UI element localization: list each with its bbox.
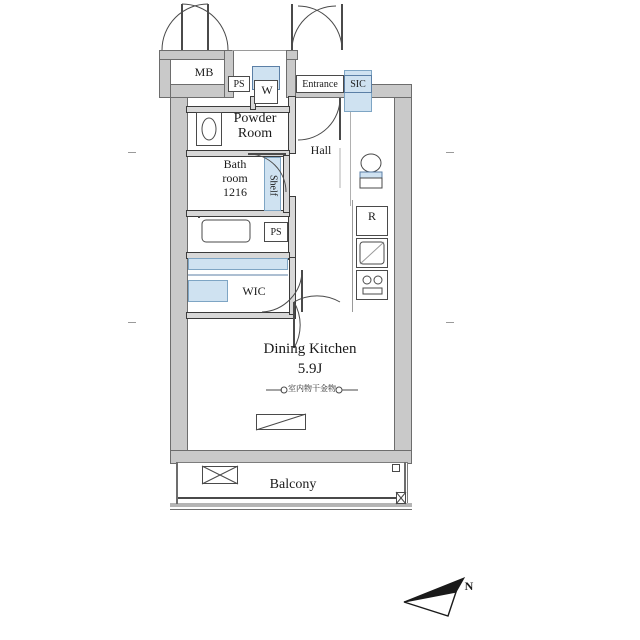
dim-tick-left-lower	[128, 322, 136, 323]
basin-icon	[200, 116, 218, 142]
room-label-hall: Hall	[310, 143, 332, 157]
bathroom-line-3: 1216	[223, 184, 247, 199]
bathtub	[198, 216, 200, 218]
dim-tick-left-upper	[128, 152, 136, 153]
room-label-powder-room	[218, 112, 292, 141]
room-label-shelf: Shelf	[267, 175, 279, 197]
balcony-left-end	[176, 462, 178, 504]
room-label-dk-area: 5.9J	[297, 361, 323, 377]
door-toilet	[338, 148, 356, 188]
bathtub-inner	[202, 220, 250, 242]
balcony-rail-line-1	[176, 497, 406, 499]
bathroom-line-2: room	[222, 170, 248, 185]
balcony-rail-line-2	[170, 503, 412, 507]
door-entrance-right	[296, 2, 344, 52]
balcony-drain	[392, 464, 400, 472]
room-label-ps-lower: PS	[264, 222, 288, 242]
room-label-refrigerator: R	[367, 209, 376, 223]
room-label-sic: SIC	[344, 75, 372, 93]
door-mb-right	[178, 2, 230, 52]
dim-tick-right-upper	[446, 152, 454, 153]
dim-tick-right-lower	[446, 322, 454, 323]
compass-rose	[394, 556, 490, 630]
outer-wall-right	[394, 84, 412, 464]
door-hall-entry	[296, 96, 342, 142]
compass-north-label: N	[464, 579, 474, 593]
balcony-partition-hatch	[396, 492, 406, 504]
kitchen-sink-basin	[360, 242, 384, 264]
room-label-ps-upper: PS	[228, 76, 250, 92]
top-hatch-1	[232, 50, 286, 51]
powder-room-line-2: Room	[237, 125, 273, 141]
outer-wall-left	[170, 84, 188, 464]
room-label-bathroom	[208, 158, 262, 199]
partition-bath-bottom	[186, 210, 290, 217]
bathroom-line-1: Bath	[223, 157, 247, 171]
kitchen-counter-line	[352, 200, 353, 312]
room-label-washer: W	[261, 83, 273, 97]
room-label-balcony: Balcony	[269, 477, 317, 492]
dk-ac-unit-hatch	[256, 414, 306, 430]
balcony-ac-unit-cross	[202, 466, 238, 484]
room-label-dining-kitchen: Dining Kitchen	[263, 341, 357, 357]
powder-room-line-1: Powder	[233, 111, 277, 126]
wic-shelf-bottom	[188, 280, 228, 302]
toilet-icon	[356, 152, 386, 194]
room-label-entrance: Entrance	[296, 75, 344, 93]
room-label-laundry-hanger: 室内物干金物	[288, 384, 336, 393]
balcony-edge-line	[170, 509, 412, 510]
cooktop-burners	[360, 274, 384, 296]
room-label-mb: MB	[194, 65, 214, 79]
room-label-wic: WIC	[242, 284, 266, 298]
